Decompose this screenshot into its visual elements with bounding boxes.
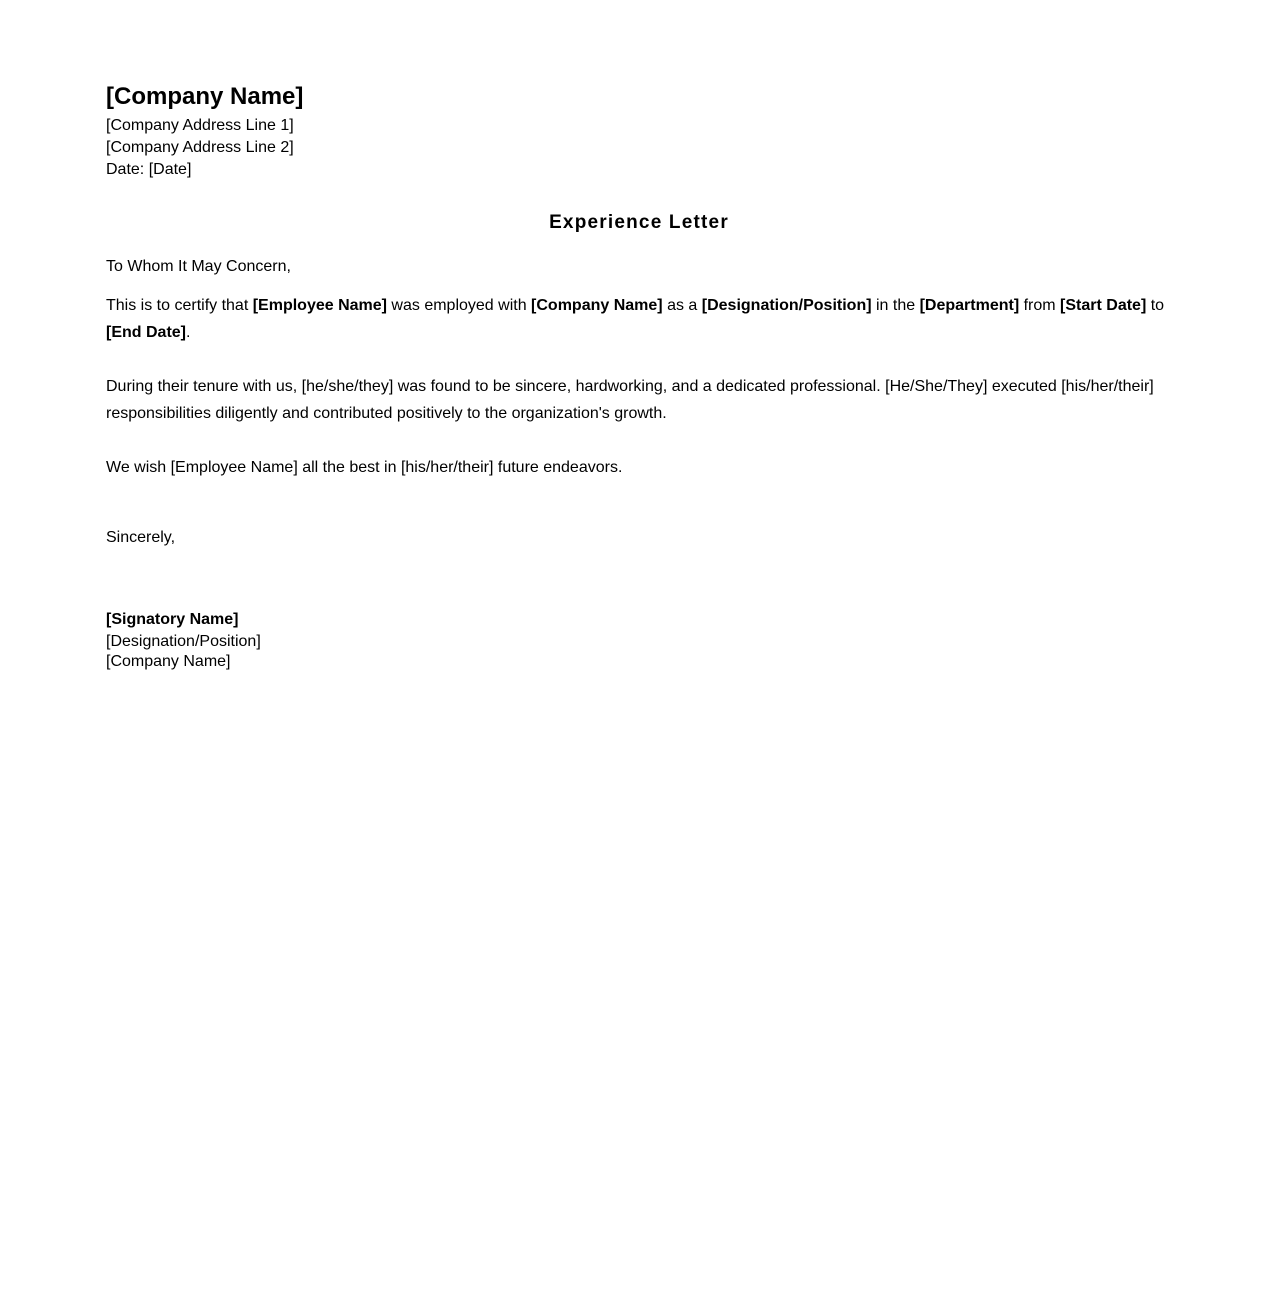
date-label: Date: (106, 161, 145, 178)
company-name: [Company Name] (106, 83, 304, 110)
text: . (186, 324, 191, 341)
letter-date (106, 159, 1172, 181)
text: to (1146, 297, 1165, 314)
closing: Sincerely, (106, 529, 176, 546)
end-date-placeholder: [End Date] (106, 324, 186, 341)
text: This is to certify that (106, 297, 253, 314)
designation-placeholder: [Designation/Position] (701, 297, 872, 314)
employee-name-placeholder: [Employee Name] (252, 297, 387, 314)
signatory-company: [Company Name] (106, 653, 231, 670)
signatory-designation: [Designation/Position] (106, 633, 261, 650)
wishes-paragraph: We wish [Employee Name] all the best in [his/her/their] future endeavors. (106, 459, 623, 476)
start-date-placeholder: [Start Date] (1060, 297, 1147, 314)
text: in the (871, 297, 920, 314)
date-value: [Date] (148, 161, 192, 178)
letterhead (106, 82, 1172, 181)
signature-block (106, 609, 1172, 671)
signatory-name: [Signatory Name] (106, 611, 239, 628)
letter-title: Experience Letter (549, 212, 729, 233)
company-name-placeholder: [Company Name] (531, 297, 663, 314)
department-placeholder: [Department] (919, 297, 1020, 314)
text: from (1019, 297, 1061, 314)
certification-paragraph (106, 292, 1172, 346)
salutation: To Whom It May Concern, (106, 258, 291, 275)
company-address-line-1: [Company Address Line 1] (106, 117, 294, 134)
company-address-line-2: [Company Address Line 2] (106, 139, 294, 156)
text: as a (662, 297, 702, 314)
text: was employed with (386, 297, 532, 314)
tenure-paragraph: During their tenure with us, [he/she/they] was found to be sincere, hardworking, and a dedicated professional. [He/She/They] executed [his/her/their] responsibilities diligently and contributed positively to the organization's growth. (106, 378, 1154, 422)
